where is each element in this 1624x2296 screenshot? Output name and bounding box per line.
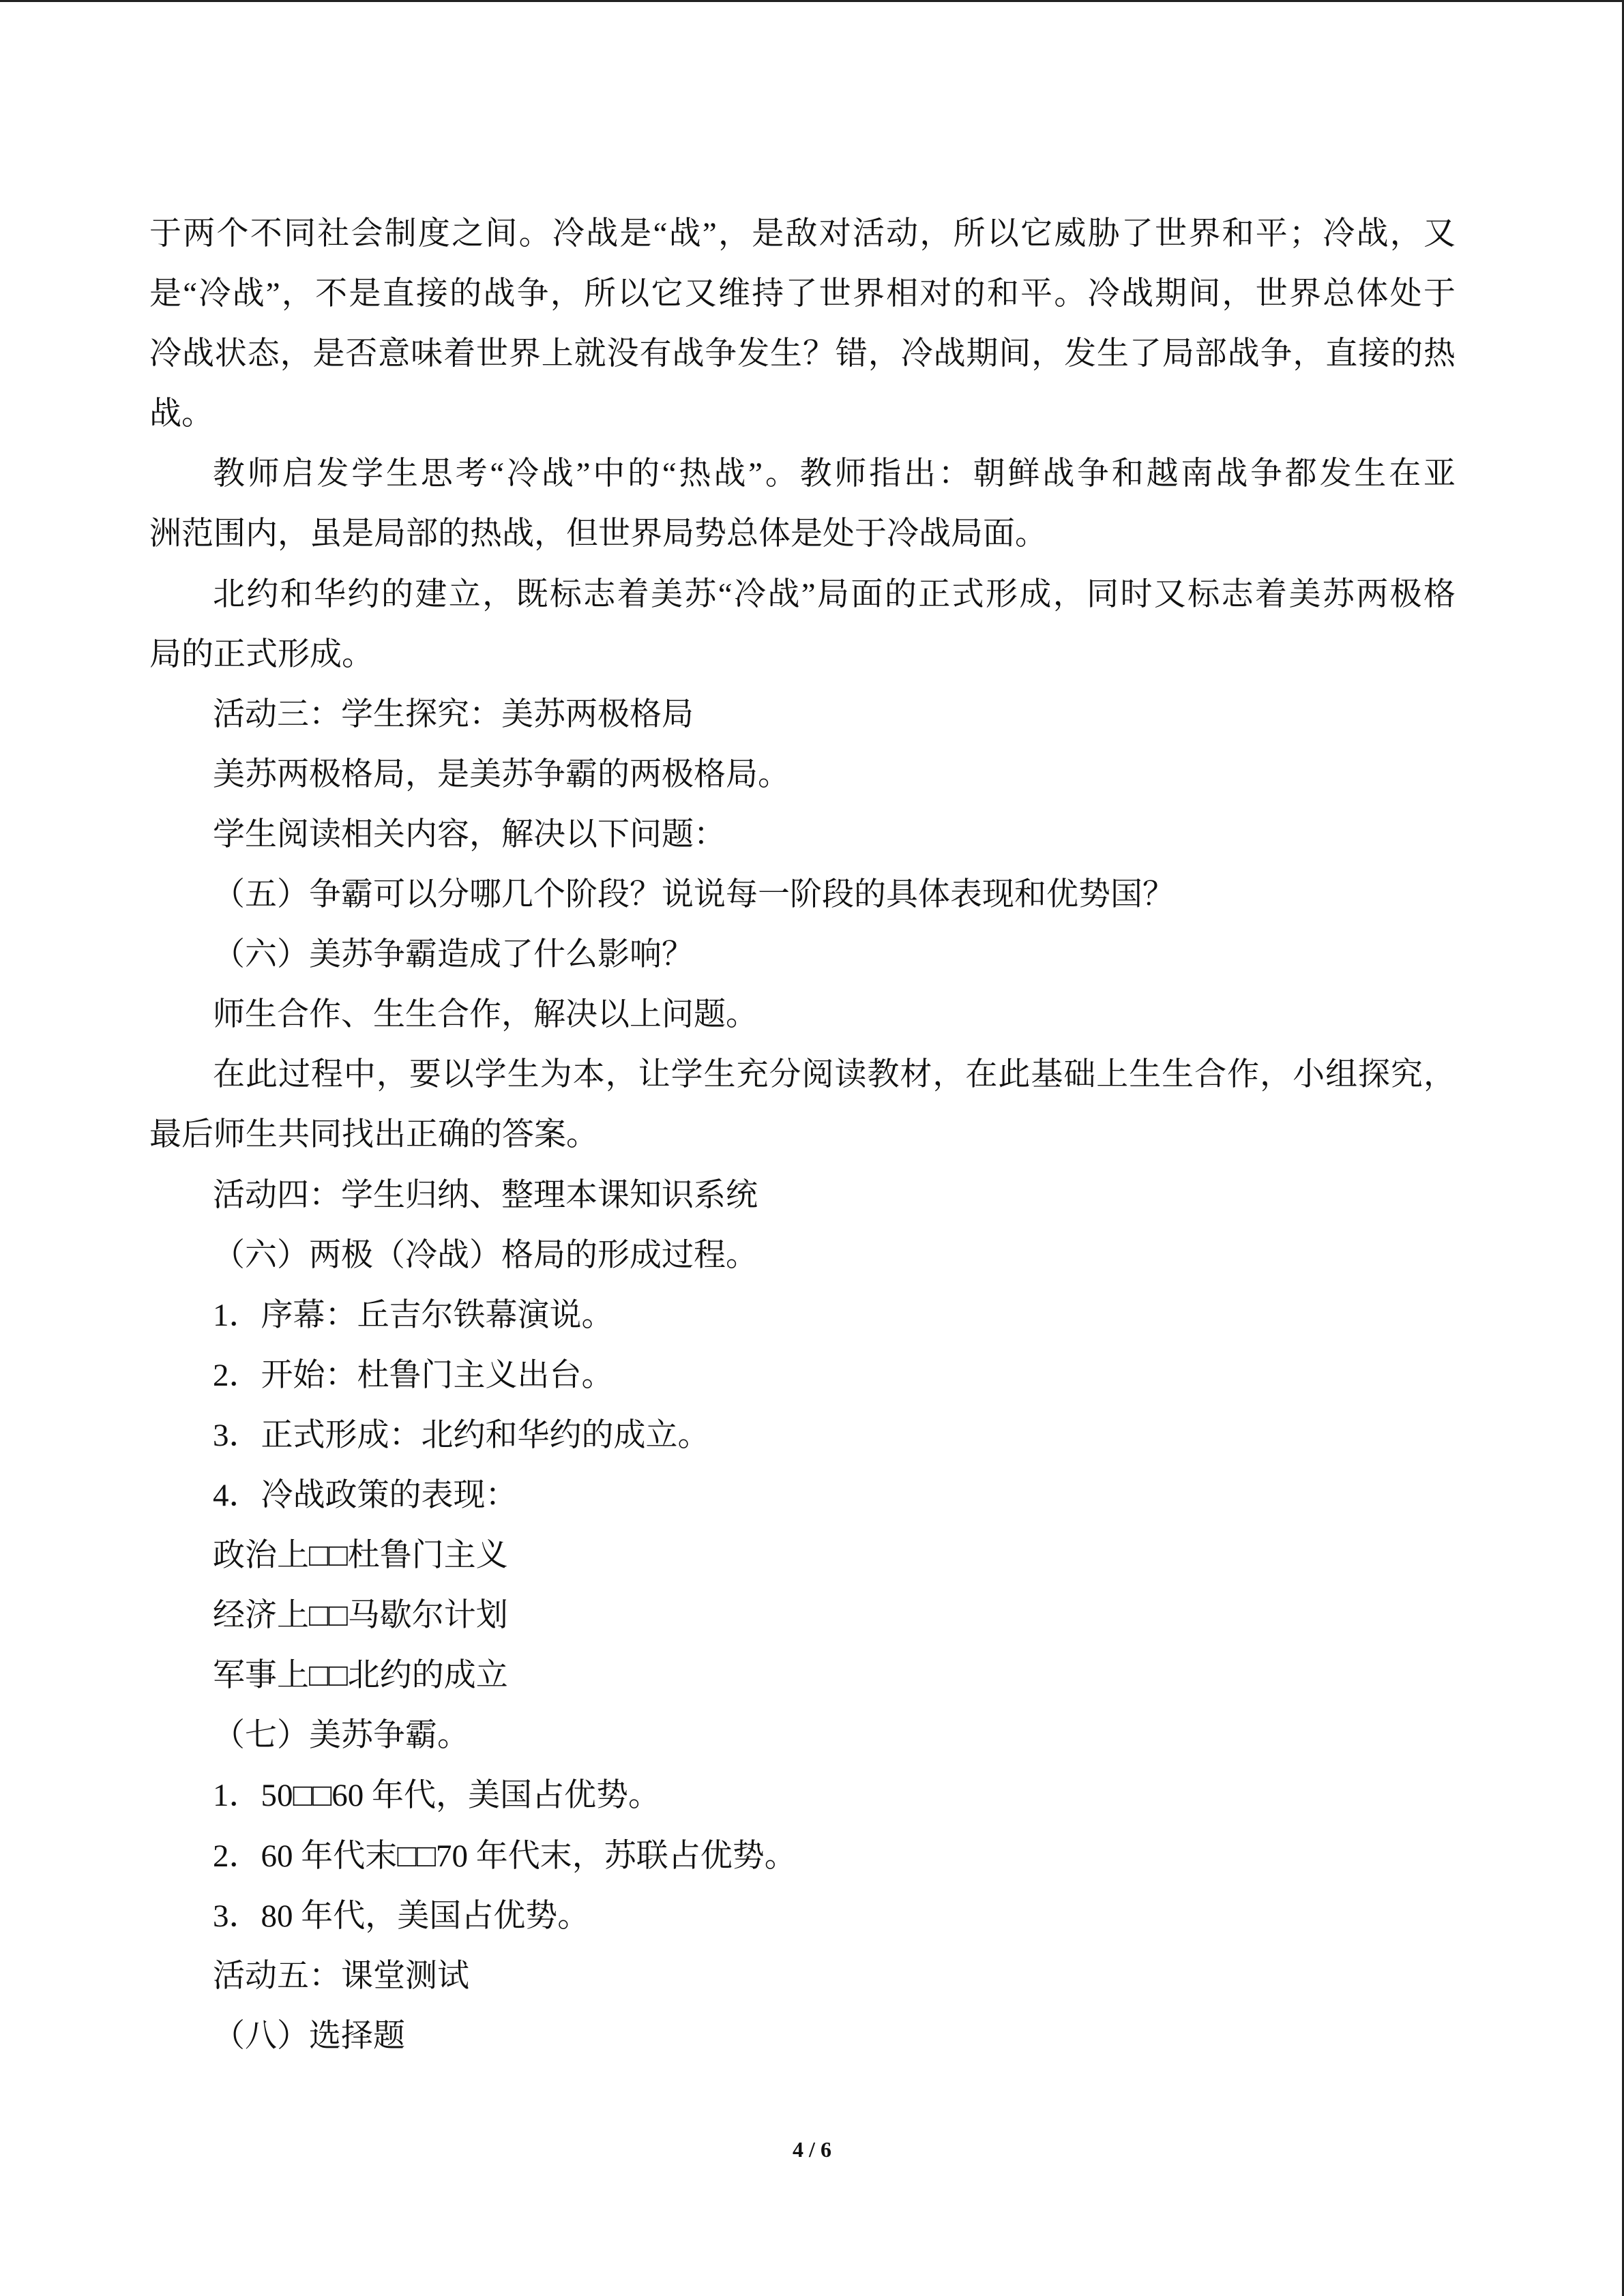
document-body [149, 204, 1456, 2066]
activity-5-heading: 活动五：课堂测试 [213, 1958, 469, 1994]
policy-political: 政治上□□杜鲁门主义 [213, 1538, 508, 1574]
section-6-heading: （六）两极（冷战）格局的形成过程。 [213, 1237, 758, 1273]
text-line: 冷战状态，是否意味着世界上就没有战争发生？错，冷战期间，发生了局部战争，直接的热 [149, 336, 1456, 372]
list-item-2: 2．开始：杜鲁门主义出台。 [213, 1357, 614, 1393]
list-item-4: 4．冷战政策的表现： [213, 1477, 518, 1513]
question-5: （五）争霸可以分哪几个阶段？说说每一阶段的具体表现和优势国？ [213, 877, 1175, 913]
paragraph-nato-warsaw [149, 565, 1456, 685]
page-number: 4 / 6 [793, 2137, 831, 2162]
list-item-3: 3．正式形成：北约和华约的成立。 [213, 1417, 710, 1453]
paragraph-hot-wars [149, 444, 1456, 564]
text-line: 于两个不同社会制度之间。冷战是“战”，是敌对活动，所以它威胁了世界和平；冷战，又 [149, 216, 1456, 252]
paragraph-cold-war-definition [149, 204, 1456, 444]
rivalry-stage-2: 2．60 年代末□□70 年代末，苏联占优势。 [213, 1838, 797, 1874]
cooperation-statement: 师生合作、生生合作，解决以上问题。 [213, 997, 758, 1033]
rivalry-stage-1: 1．50□□60 年代，美国占优势。 [213, 1778, 661, 1814]
text-line: 洲范围内，虽是局部的热战，但世界局势总体是处于冷战局面。 [149, 516, 1047, 552]
text-line: 教师启发学生思考“冷战”中的“热战”。教师指出：朝鲜战争和越南战争都发生在亚 [213, 456, 1456, 492]
text-line: 最后师生共同找出正确的答案。 [149, 1117, 598, 1153]
rivalry-stage-3: 3．80 年代，美国占优势。 [213, 1898, 590, 1934]
activity-3-heading: 活动三：学生探究：美苏两极格局 [213, 696, 694, 732]
section-8-heading: （八）选择题 [213, 2018, 405, 2054]
text-line: 是“冷战”，不是直接的战争，所以它又维持了世界相对的和平。冷战期间，世界总体处于 [149, 276, 1456, 312]
question-6: （六）美苏争霸造成了什么影响？ [213, 937, 694, 973]
text-line: 战。 [149, 396, 213, 432]
paragraph-process [149, 1045, 1456, 1165]
activity-4-heading: 活动四：学生归纳、整理本课知识系统 [213, 1177, 758, 1213]
section-7-heading: （七）美苏争霸。 [213, 1718, 469, 1754]
text-line: 北约和华约的建立，既标志着美苏“冷战”局面的正式形成，同时又标志着美苏两极格 [213, 576, 1456, 612]
page-top-border [0, 0, 1624, 2]
policy-economic: 经济上□□马歇尔计划 [213, 1598, 508, 1634]
policy-military: 军事上□□北约的成立 [213, 1658, 508, 1694]
text-line: 局的正式形成。 [149, 636, 374, 672]
reading-instruction: 学生阅读相关内容，解决以下问题： [213, 816, 726, 852]
list-item-1: 1．序幕：丘吉尔铁幕演说。 [213, 1297, 614, 1333]
bipolar-pattern-statement: 美苏两极格局，是美苏争霸的两极格局。 [213, 756, 790, 792]
text-line: 在此过程中，要以学生为本，让学生充分阅读教材，在此基础上生生合作，小组探究， [213, 1057, 1456, 1093]
